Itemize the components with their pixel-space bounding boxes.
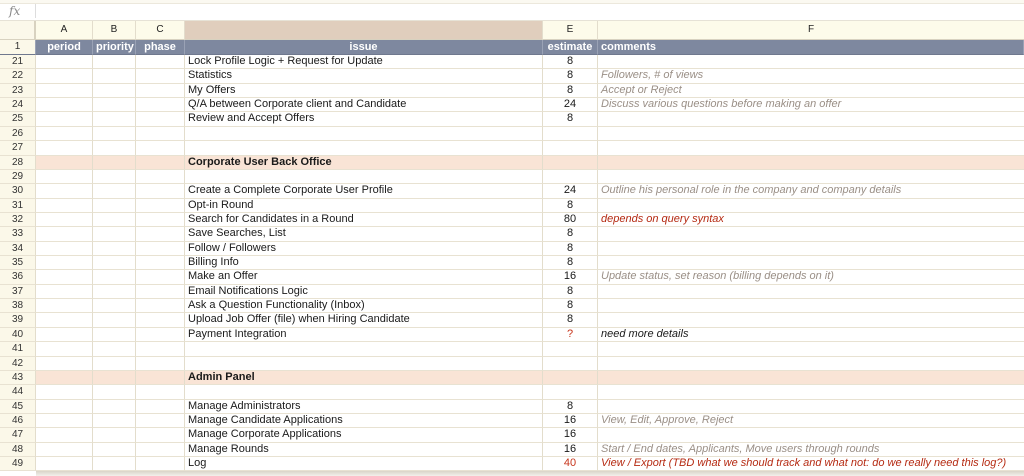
header-period[interactable]: period (36, 40, 93, 55)
row-number[interactable]: 39 (0, 313, 36, 327)
cell-period[interactable] (36, 127, 93, 141)
cell-period[interactable] (36, 342, 93, 356)
cell-phase[interactable] (136, 156, 185, 170)
cell-period[interactable] (36, 328, 93, 342)
cell-estimate[interactable] (543, 141, 598, 155)
cell-estimate[interactable] (543, 357, 598, 371)
cell-phase[interactable] (136, 357, 185, 371)
cell-issue[interactable] (185, 170, 543, 184)
table-row (0, 242, 1024, 256)
cell-comment[interactable] (598, 342, 1024, 356)
cell-issue[interactable]: Create a Complete Corporate User Profile (185, 184, 543, 198)
cell-period[interactable] (36, 371, 93, 385)
table-row (0, 428, 1024, 442)
cell-estimate[interactable]: 16 (543, 414, 598, 428)
cell-issue[interactable]: Payment Integration (185, 328, 543, 342)
cell-issue[interactable]: Save Searches, List (185, 227, 543, 241)
cell-issue[interactable]: Search for Candidates in a Round (185, 213, 543, 227)
cell-priority[interactable] (93, 443, 136, 457)
row-number[interactable]: 47 (0, 428, 36, 442)
table-row (0, 98, 1024, 112)
header-priority[interactable]: priority (93, 40, 136, 55)
cell-issue[interactable]: Q/A between Corporate client and Candidate (185, 98, 543, 112)
cell-comment[interactable]: need more details (598, 328, 1024, 342)
cell-phase[interactable] (136, 270, 185, 284)
cell-estimate[interactable]: 8 (543, 242, 598, 256)
cell-phase[interactable] (136, 328, 185, 342)
formula-bar (0, 0, 1024, 21)
row-number[interactable]: 25 (0, 112, 36, 126)
cell-comment[interactable] (598, 299, 1024, 313)
cell-issue[interactable] (185, 385, 543, 399)
table-row (0, 443, 1024, 457)
cell-priority[interactable] (93, 141, 136, 155)
table-row (0, 69, 1024, 83)
column-header-c[interactable]: C (136, 21, 185, 40)
row-number[interactable]: 36 (0, 270, 36, 284)
cell-priority[interactable] (93, 127, 136, 141)
cell-period[interactable] (36, 55, 93, 69)
cell-priority[interactable] (93, 328, 136, 342)
cell-period[interactable] (36, 357, 93, 371)
cell-priority[interactable] (93, 256, 136, 270)
grid-bottom-edge (36, 471, 1024, 476)
row-number[interactable]: 46 (0, 414, 36, 428)
cell-period[interactable] (36, 299, 93, 313)
cell-priority[interactable] (93, 385, 136, 399)
section-row (0, 371, 1024, 385)
cell-period[interactable] (36, 414, 93, 428)
cell-estimate[interactable]: 8 (543, 299, 598, 313)
table-row (0, 385, 1024, 399)
cell-priority[interactable] (93, 457, 136, 471)
table-row (0, 256, 1024, 270)
row-number[interactable]: 23 (0, 84, 36, 98)
cell-comment[interactable] (598, 242, 1024, 256)
cell-estimate[interactable]: 80 (543, 213, 598, 227)
cell-comment[interactable] (598, 199, 1024, 213)
cell-phase[interactable] (136, 414, 185, 428)
cell-phase[interactable] (136, 400, 185, 414)
cell-period[interactable] (36, 256, 93, 270)
cell-comment[interactable]: Followers, # of views (598, 69, 1024, 83)
cell-period[interactable] (36, 227, 93, 241)
table-row (0, 227, 1024, 241)
cell-comment[interactable] (598, 385, 1024, 399)
table-row (0, 184, 1024, 198)
cell-comment[interactable] (598, 170, 1024, 184)
cell-period[interactable] (36, 84, 93, 98)
cell-priority[interactable] (93, 414, 136, 428)
cell-phase[interactable] (136, 127, 185, 141)
cell-phase[interactable] (136, 457, 185, 471)
column-header-row (0, 21, 1024, 40)
cell-estimate[interactable] (543, 170, 598, 184)
row-number[interactable]: 32 (0, 213, 36, 227)
cell-issue[interactable]: Billing Info (185, 256, 543, 270)
cell-estimate[interactable]: 8 (543, 227, 598, 241)
cell-estimate[interactable]: 24 (543, 98, 598, 112)
cell-issue[interactable]: Manage Candidate Applications (185, 414, 543, 428)
row-number[interactable]: 1 (0, 40, 36, 55)
table-row (0, 84, 1024, 98)
cell-phase[interactable] (136, 170, 185, 184)
cell-priority[interactable] (93, 98, 136, 112)
row-number[interactable]: 42 (0, 357, 36, 371)
row-number[interactable]: 31 (0, 199, 36, 213)
cell-issue[interactable]: Manage Administrators (185, 400, 543, 414)
row-number[interactable]: 26 (0, 127, 36, 141)
column-header-a[interactable]: A (36, 21, 93, 40)
row-number[interactable]: 40 (0, 328, 36, 342)
cell-priority[interactable] (93, 213, 136, 227)
cell-priority[interactable] (93, 342, 136, 356)
cell-period[interactable] (36, 98, 93, 112)
cell-phase[interactable] (136, 84, 185, 98)
row-number[interactable]: 44 (0, 385, 36, 399)
row-number[interactable]: 45 (0, 400, 36, 414)
row-number[interactable]: 35 (0, 256, 36, 270)
row-number[interactable]: 38 (0, 299, 36, 313)
cell-priority[interactable] (93, 313, 136, 327)
cell-issue[interactable]: Follow / Followers (185, 242, 543, 256)
cell-estimate[interactable]: 8 (543, 55, 598, 69)
cell-issue[interactable]: Admin Panel (185, 371, 543, 385)
cell-estimate[interactable]: 40 (543, 457, 598, 471)
cell-phase[interactable] (136, 371, 185, 385)
table-row (0, 457, 1024, 471)
cell-comment[interactable]: depends on query syntax (598, 213, 1024, 227)
cell-comment[interactable]: Accept or Reject (598, 84, 1024, 98)
cell-estimate[interactable]: 8 (543, 285, 598, 299)
header-estimate[interactable]: estimate (543, 40, 598, 55)
table-row (0, 199, 1024, 213)
row-number[interactable]: 21 (0, 55, 36, 69)
cell-priority[interactable] (93, 199, 136, 213)
cell-phase[interactable] (136, 313, 185, 327)
cell-comment[interactable]: View / Export (TBD what we should track and what not: do we really need this log?) (598, 457, 1024, 471)
table-row (0, 357, 1024, 371)
row-number[interactable]: 34 (0, 242, 36, 256)
row-number[interactable]: 48 (0, 443, 36, 457)
cell-period[interactable] (36, 170, 93, 184)
row-number[interactable]: 24 (0, 98, 36, 112)
formula-input[interactable] (40, 3, 1019, 20)
cell-estimate[interactable]: 8 (543, 256, 598, 270)
data-rows (0, 55, 1024, 471)
cell-period[interactable] (36, 199, 93, 213)
divider (35, 4, 36, 18)
cell-estimate[interactable]: 8 (543, 112, 598, 126)
cell-issue[interactable] (185, 127, 543, 141)
cell-phase[interactable] (136, 98, 185, 112)
cell-period[interactable] (36, 428, 93, 442)
cell-comment[interactable] (598, 357, 1024, 371)
cell-comment[interactable] (598, 428, 1024, 442)
cell-period[interactable] (36, 313, 93, 327)
cell-phase[interactable] (136, 55, 185, 69)
row-number[interactable]: 37 (0, 285, 36, 299)
table-header-row (0, 40, 1024, 55)
cell-issue[interactable]: My Offers (185, 84, 543, 98)
cell-issue[interactable]: Email Notifications Logic (185, 285, 543, 299)
cell-estimate[interactable] (543, 156, 598, 170)
cell-estimate[interactable] (543, 127, 598, 141)
cell-issue[interactable] (185, 342, 543, 356)
table-row (0, 328, 1024, 342)
table-row (0, 342, 1024, 356)
cell-phase[interactable] (136, 285, 185, 299)
row-number[interactable]: 49 (0, 457, 36, 471)
column-header-d[interactable] (185, 21, 543, 40)
row-number[interactable]: 27 (0, 141, 36, 155)
header-comments[interactable]: comments (598, 40, 1024, 55)
cell-phase[interactable] (136, 184, 185, 198)
row-number[interactable]: 41 (0, 342, 36, 356)
cell-period[interactable] (36, 270, 93, 284)
cell-period[interactable] (36, 242, 93, 256)
cell-estimate[interactable]: 8 (543, 313, 598, 327)
cell-comment[interactable] (598, 400, 1024, 414)
cell-comment[interactable]: Update status, set reason (billing depends on it) (598, 270, 1024, 284)
cell-comment[interactable] (598, 371, 1024, 385)
column-header-b[interactable]: B (93, 21, 136, 40)
cell-phase[interactable] (136, 69, 185, 83)
cell-priority[interactable] (93, 285, 136, 299)
cell-period[interactable] (36, 156, 93, 170)
table-row (0, 213, 1024, 227)
cell-period[interactable] (36, 213, 93, 227)
cell-priority[interactable] (93, 299, 136, 313)
cell-priority[interactable] (93, 84, 136, 98)
cell-priority[interactable] (93, 55, 136, 69)
cell-period[interactable] (36, 443, 93, 457)
cell-issue[interactable]: Lock Profile Logic + Request for Update (185, 55, 543, 69)
table-row (0, 112, 1024, 126)
cell-phase[interactable] (136, 213, 185, 227)
cell-priority[interactable] (93, 156, 136, 170)
cell-comment[interactable] (598, 127, 1024, 141)
table-row (0, 414, 1024, 428)
cell-phase[interactable] (136, 141, 185, 155)
cell-priority[interactable] (93, 400, 136, 414)
cell-issue[interactable] (185, 141, 543, 155)
cell-phase[interactable] (136, 256, 185, 270)
table-row (0, 141, 1024, 155)
table-row (0, 270, 1024, 284)
cell-issue[interactable]: Make an Offer (185, 270, 543, 284)
table-row (0, 285, 1024, 299)
cell-priority[interactable] (93, 242, 136, 256)
cell-issue[interactable]: Upload Job Offer (file) when Hiring Candidate (185, 313, 543, 327)
cell-comment[interactable] (598, 313, 1024, 327)
cell-issue[interactable]: Statistics (185, 69, 543, 83)
function-icon: fx (9, 4, 21, 18)
table-row (0, 170, 1024, 184)
cell-comment[interactable]: Start / End dates, Applicants, Move users through rounds (598, 443, 1024, 457)
cell-estimate[interactable]: 16 (543, 270, 598, 284)
header-phase[interactable]: phase (136, 40, 185, 55)
cell-phase[interactable] (136, 342, 185, 356)
table-row (0, 313, 1024, 327)
cell-priority[interactable] (93, 184, 136, 198)
table-row (0, 400, 1024, 414)
cell-issue[interactable]: Corporate User Back Office (185, 156, 543, 170)
cell-period[interactable] (36, 112, 93, 126)
table-row (0, 299, 1024, 313)
header-issue[interactable]: issue (185, 40, 543, 55)
column-header-f[interactable]: F (598, 21, 1024, 40)
cell-estimate[interactable]: 8 (543, 69, 598, 83)
cell-comment[interactable] (598, 285, 1024, 299)
cell-phase[interactable] (136, 385, 185, 399)
cell-issue[interactable]: Manage Rounds (185, 443, 543, 457)
cell-estimate[interactable] (543, 385, 598, 399)
cell-estimate[interactable] (543, 342, 598, 356)
cell-comment[interactable] (598, 156, 1024, 170)
cell-comment[interactable] (598, 256, 1024, 270)
cell-phase[interactable] (136, 227, 185, 241)
cell-period[interactable] (36, 400, 93, 414)
cell-period[interactable] (36, 285, 93, 299)
row-number[interactable]: 22 (0, 69, 36, 83)
cell-estimate[interactable]: ? (543, 328, 598, 342)
cell-priority[interactable] (93, 270, 136, 284)
cell-estimate[interactable]: 8 (543, 400, 598, 414)
cell-priority[interactable] (93, 357, 136, 371)
cell-issue[interactable]: Opt-in Round (185, 199, 543, 213)
cell-issue[interactable]: Ask a Question Functionality (Inbox) (185, 299, 543, 313)
cell-estimate[interactable]: 24 (543, 184, 598, 198)
cell-issue[interactable] (185, 357, 543, 371)
cell-priority[interactable] (93, 371, 136, 385)
cell-phase[interactable] (136, 199, 185, 213)
cell-comment[interactable]: Discuss various questions before making an offer (598, 98, 1024, 112)
table-row (0, 55, 1024, 69)
cell-period[interactable] (36, 385, 93, 399)
column-header-e[interactable]: E (543, 21, 598, 40)
cell-comment[interactable]: Outline his personal role in the company and company details (598, 184, 1024, 198)
cell-comment[interactable] (598, 141, 1024, 155)
cell-estimate[interactable] (543, 371, 598, 385)
cell-issue[interactable]: Manage Corporate Applications (185, 428, 543, 442)
cell-period[interactable] (36, 69, 93, 83)
cell-comment[interactable] (598, 227, 1024, 241)
select-all-corner[interactable] (0, 21, 36, 40)
row-number[interactable]: 33 (0, 227, 36, 241)
section-row (0, 156, 1024, 170)
cell-comment[interactable]: View, Edit, Approve, Reject (598, 414, 1024, 428)
cell-phase[interactable] (136, 428, 185, 442)
cell-priority[interactable] (93, 170, 136, 184)
cell-estimate[interactable]: 8 (543, 84, 598, 98)
cell-estimate[interactable]: 16 (543, 443, 598, 457)
cell-period[interactable] (36, 457, 93, 471)
cell-priority[interactable] (93, 112, 136, 126)
cell-comment[interactable] (598, 55, 1024, 69)
cell-estimate[interactable]: 8 (543, 199, 598, 213)
cell-phase[interactable] (136, 112, 185, 126)
row-number[interactable]: 28 (0, 156, 36, 170)
cell-phase[interactable] (136, 443, 185, 457)
cell-issue[interactable]: Review and Accept Offers (185, 112, 543, 126)
cell-period[interactable] (36, 184, 93, 198)
cell-priority[interactable] (93, 227, 136, 241)
cell-comment[interactable] (598, 112, 1024, 126)
spreadsheet-grid (0, 21, 1024, 471)
row-number[interactable]: 43 (0, 371, 36, 385)
cell-period[interactable] (36, 141, 93, 155)
cell-issue[interactable]: Log (185, 457, 543, 471)
cell-phase[interactable] (136, 299, 185, 313)
cell-phase[interactable] (136, 242, 185, 256)
cell-estimate[interactable]: 16 (543, 428, 598, 442)
table-row (0, 127, 1024, 141)
row-number[interactable]: 30 (0, 184, 36, 198)
row-number[interactable]: 29 (0, 170, 36, 184)
cell-priority[interactable] (93, 69, 136, 83)
cell-priority[interactable] (93, 428, 136, 442)
